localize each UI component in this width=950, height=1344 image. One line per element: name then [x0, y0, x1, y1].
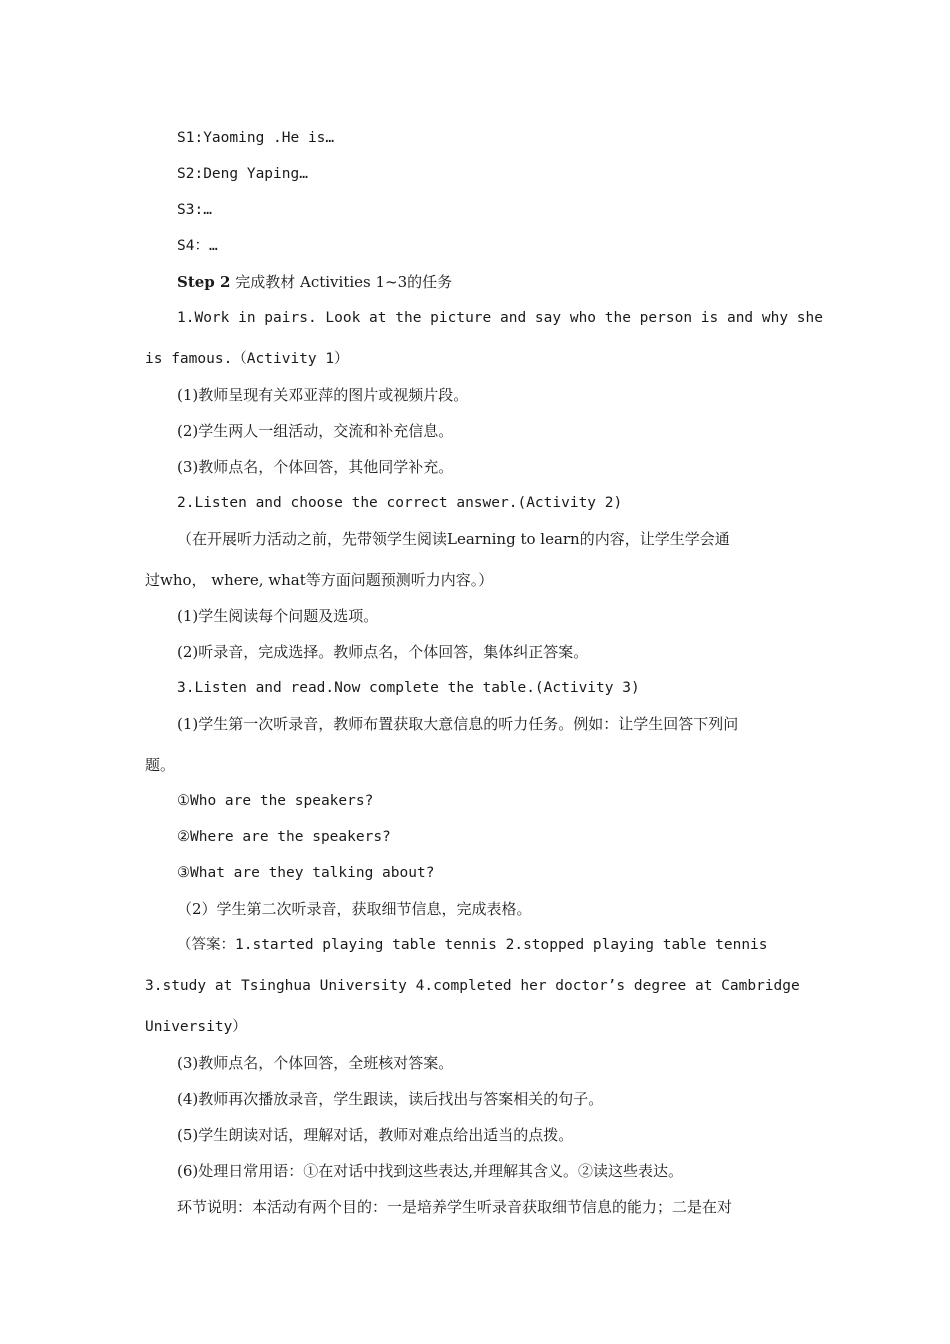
activity-3-step-2: （2）学生第二次听录音，获取细节信息，完成表格。: [177, 900, 532, 918]
activity-1-step-3: (3)教师点名，个体回答，其他同学补充。: [177, 458, 454, 476]
dialogue-line-s4: S4：…: [177, 238, 218, 254]
activity-2-note-cont: 过who， where, what等方面问题预测听力内容。）: [145, 571, 494, 589]
activity-1-instruction: 1.Work in pairs. Look at the picture and say who the person is and why she: [177, 310, 824, 326]
answer-line-2: 3.study at Tsinghua University 4.completed her doctor’s degree at Cambridge: [145, 978, 800, 994]
activity-2-step-2: (2)听录音，完成选择。教师点名，个体回答，集体纠正答案。: [177, 643, 589, 661]
activity-3-step-4: (4)教师再次播放录音，学生跟读，读后找出与答案相关的句子。: [177, 1090, 604, 1108]
activity-3-step-1-cont: 题。: [145, 756, 176, 774]
activity-2-note: （在开展听力活动之前，先带领学生阅读Learning to learn的内容，让学生学会通: [177, 530, 730, 548]
step-label: Step 2: [177, 273, 231, 291]
section-explanation: 环节说明：本活动有两个目的：一是培养学生听录音获取细节信息的能力；二是在对: [177, 1198, 733, 1216]
activity-3-step-6: (6)处理日常用语：①在对话中找到这些表达,并理解其含义。②读这些表达。: [177, 1162, 684, 1180]
question-1: ①Who are the speakers?: [177, 793, 374, 809]
activity-1-step-2: (2)学生两人一组活动，交流和补充信息。: [177, 422, 454, 440]
question-3: ③What are they talking about?: [177, 865, 435, 881]
answer-line-1: （答案：1.started playing table tennis 2.stopped playing table tennis: [177, 937, 768, 953]
dialogue-line-s1: S1:Yaoming .He is…: [177, 130, 335, 146]
step-title: 完成教材 Activities 1~3的任务: [235, 273, 453, 291]
answer-line-3: University）: [145, 1019, 247, 1035]
activity-1-step-1: (1)教师呈现有关邓亚萍的图片或视频片段。: [177, 386, 469, 404]
dialogue-line-s2: S2:Deng Yaping…: [177, 166, 308, 182]
question-2: ②Where are the speakers?: [177, 829, 391, 845]
step-heading: [177, 272, 452, 292]
activity-3-step-1: (1)学生第一次听录音，教师布置获取大意信息的听力任务。例如：让学生回答下列问: [177, 715, 739, 733]
activity-2-instruction: 2.Listen and choose the correct answer.(Activity 2): [177, 495, 623, 511]
dialogue-line-s3: S3:…: [177, 202, 212, 218]
activity-3-instruction: 3.Listen and read.Now complete the table.(Activity 3): [177, 680, 640, 696]
activity-3-step-5: (5)学生朗读对话，理解对话，教师对难点给出适当的点拨。: [177, 1126, 574, 1144]
activity-1-instruction-cont: is famous.（Activity 1）: [145, 351, 349, 367]
activity-2-step-1: (1)学生阅读每个问题及选项。: [177, 607, 379, 625]
activity-3-step-3: (3)教师点名，个体回答，全班核对答案。: [177, 1054, 454, 1072]
